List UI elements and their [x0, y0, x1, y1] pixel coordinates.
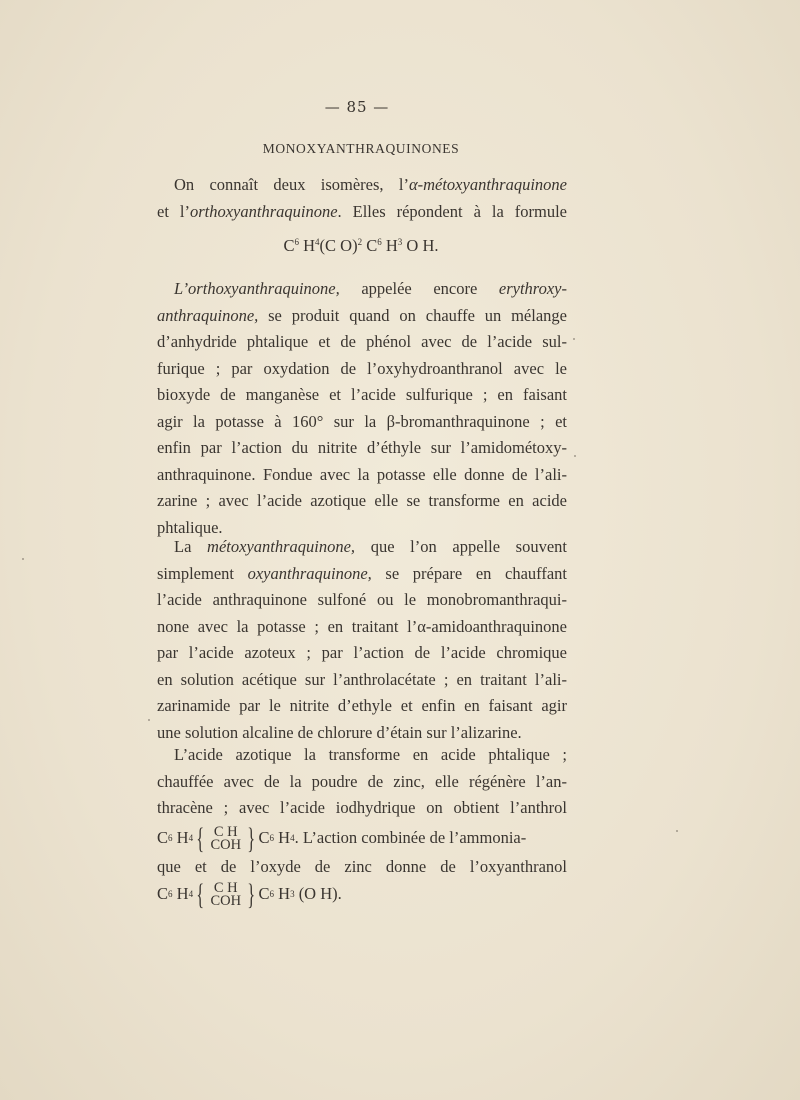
paragraph-line: bioxyde de manganèse et l’acide sulfurique ; en faisant — [157, 385, 567, 404]
formula-stack — [210, 823, 242, 853]
paper-speck — [676, 830, 678, 832]
paragraph-line: phtalique. — [157, 517, 223, 537]
compound-name: anthraquinone, — [157, 305, 259, 325]
paper-speck — [22, 558, 24, 560]
text-run: . Elles répondent à la formule — [337, 201, 567, 221]
formula-part: C — [258, 828, 270, 848]
formula-part: H — [176, 884, 189, 904]
formula-part: C — [283, 236, 295, 255]
compound-name: métoxyanthraquinone, — [207, 537, 356, 556]
formula-part: (C O) — [319, 236, 358, 255]
intro-paragraph — [157, 172, 567, 225]
text-run: . L’action combinée de l’ammonia- — [294, 828, 527, 848]
compound-name: erythroxy- — [498, 279, 567, 298]
paragraph-line: agir la potasse à 160° sur la β-bromanthraquinone ; et — [157, 411, 567, 431]
section-title: MONOXYANTHRAQUINONES — [262, 141, 460, 156]
formula-part: H — [303, 236, 316, 255]
formula-stack — [210, 879, 242, 909]
paragraph-line: d’anhydride phtalique et de phénol avec de l’acide sul- — [157, 332, 567, 351]
left-brace: { — [196, 821, 205, 855]
paragraph-line: par l’acide azoteux ; par l’action de l’acide chromique — [157, 643, 567, 662]
text-run: et l’ — [157, 201, 190, 221]
compound-name: oxyanthraquinone, — [247, 563, 372, 583]
formula-sup: 6 — [168, 889, 173, 900]
paragraph-line: zarine ; avec l’acide azotique elle se transforme en acide — [157, 491, 567, 510]
intro-line — [157, 172, 567, 199]
paragraph-line: thracène ; avec l’acide iodhydrique on obtient l’anthrol — [157, 798, 567, 817]
anthrol-formula — [157, 821, 295, 855]
text-run: se prépare en chauffant — [371, 563, 567, 583]
formula-sup: 6 — [269, 889, 275, 900]
paragraph-line: en solution acétique sur l’anthrolacétate ; en traitant l’ali- — [157, 669, 567, 689]
paper-speck — [148, 719, 150, 721]
formula-stack-bottom: COH — [210, 892, 242, 909]
paper-speck — [573, 338, 575, 340]
formula-stack-top: C H — [213, 879, 238, 896]
formula-sup: 4 — [188, 833, 194, 844]
formula-sup: 6 — [269, 833, 275, 844]
metoxy-paragraph — [157, 534, 567, 746]
formula-sup: 2 — [357, 237, 363, 247]
paragraph-line: chauffée avec de la poudre de zinc, elle régénère l’an- — [157, 771, 567, 791]
paragraph-line: une solution alcaline de chlorure d’étain sur l’alizarine. — [157, 722, 522, 742]
formula-part: H — [278, 828, 291, 848]
paragraph-line: enfin par l’action du nitrite d’éthyle sur l’amidométoxy- — [157, 438, 567, 457]
paragraph-line: zarinamide par le nitrite d’ethyle et enfin en faisant agir — [157, 696, 567, 715]
compound-name: α-métoxyanthraquinone — [408, 175, 567, 194]
formula-sup: 6 — [168, 833, 173, 844]
formula-sup: 4 — [290, 833, 295, 844]
text-run: On connaît deux isomères, l’ — [174, 175, 409, 194]
reactions-paragraph — [157, 742, 567, 912]
paragraph-line — [157, 276, 567, 303]
intro-line — [157, 199, 567, 226]
paragraph-line: none avec la potasse ; en traitant l’α-amidoanthraquinone — [157, 616, 567, 636]
formula-part: O H. — [406, 236, 439, 255]
formula-line — [157, 822, 567, 856]
formula-part: C — [258, 884, 270, 904]
formula-stack-bottom: COH — [210, 836, 242, 853]
formula-part: C — [157, 884, 169, 904]
text-run: simplement — [157, 563, 248, 583]
text-run: appelée encore — [339, 279, 499, 298]
text-run: se produit quand on chauffe un mélange — [258, 305, 567, 325]
paragraph-line: furique ; par oxydation de l’oxyhydroanthranol avec le — [157, 358, 567, 378]
text-run: La — [174, 537, 208, 556]
formula-part: (O H). — [298, 884, 342, 904]
paper-speck — [574, 455, 576, 457]
text-run: que l’on appelle souvent — [355, 537, 567, 556]
right-brace: } — [247, 877, 256, 911]
formula-part: H — [278, 884, 291, 904]
formula-sup: 6 — [377, 237, 382, 247]
formula-part: C — [157, 828, 169, 848]
formula-part: H — [176, 828, 189, 848]
paragraph-line: que et de l’oxyde de zinc donne de l’oxyanthranol — [157, 856, 567, 876]
paragraph-line: l’acide anthraquinone sulfoné ou le monobromanthraqui- — [157, 590, 567, 609]
formula-sup: 4 — [315, 237, 320, 247]
paragraph-line — [157, 303, 567, 330]
formula-sup: 3 — [290, 889, 295, 900]
formula-sup: 4 — [188, 889, 194, 900]
oxyanthranol-formula — [157, 877, 342, 911]
paragraph-line: anthraquinone. Fondue avec la potasse elle donne de l’ali- — [157, 464, 567, 484]
formula-sup: 3 — [397, 237, 403, 247]
formula-part: H — [385, 236, 398, 255]
page-number: — 85 — — [324, 98, 390, 116]
orthoxy-paragraph — [157, 276, 567, 541]
paragraph-line: L’acide azotique la transforme en acide phtalique ; — [174, 745, 567, 764]
compound-name: L’orthoxyanthraquinone, — [174, 279, 340, 298]
formula-stack-top: C H — [213, 823, 238, 840]
formula-part: C — [366, 236, 378, 255]
formula-sup: 6 — [294, 237, 299, 247]
compound-name: orthoxyanthraquinone — [189, 201, 338, 221]
chemical-formula — [0, 236, 722, 256]
formula-line — [157, 878, 567, 912]
right-brace: } — [247, 821, 256, 855]
paragraph-line — [157, 561, 567, 588]
left-brace: { — [196, 877, 205, 911]
paragraph-line — [157, 534, 567, 561]
